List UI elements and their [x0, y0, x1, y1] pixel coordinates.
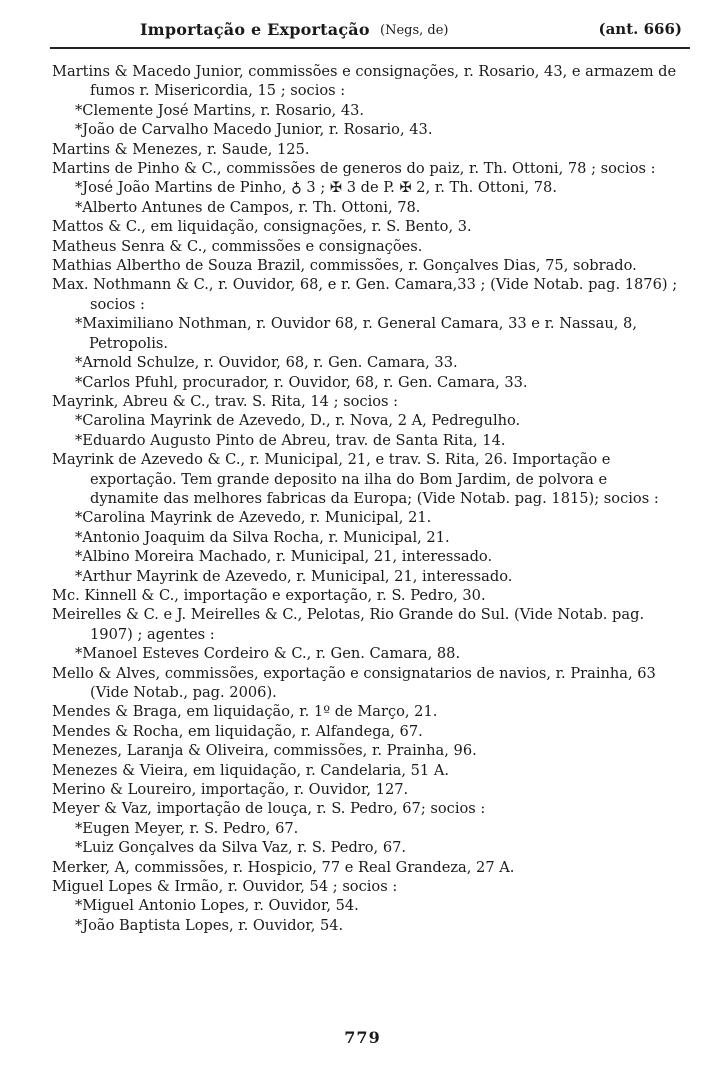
partner-entry: *Luiz Gonçalves da Silva Vaz, r. S. Pedro, 67. — [75, 839, 407, 857]
partner-entry: *Maximiliano Nothman, r. Ouvidor 68, r. General Camara, 33 e r. Nassau, 8, Petropolis. — [75, 315, 637, 352]
firm-entry: Mendes & Braga, em liquidação, r. 1º de Março, 21. — [52, 703, 438, 721]
firm-entry: Mayrink, Abreu & C., trav. S. Rita, 14 ; socios : — [52, 392, 399, 410]
firm-entry: Martins & Macedo Junior, commissões e consignações, r. Rosario, 43, e armazem de fumos r. Misericordia, 15 ; socios : — [52, 63, 677, 100]
firm-entry: Mc. Kinnell & C., importação e exportação, r. S. Pedro, 30. — [52, 586, 486, 604]
firm-entry: Max. Nothmann & C., r. Ouvidor, 68, e r. Gen. Camara,33 ; (Vide Notab. pag. 1876) ; socios : — [52, 276, 678, 313]
header-subtitle: (Negs, de) — [380, 23, 449, 38]
partner-entry: *Carolina Mayrink de Azevedo, D., r. Nova, 2 A, Pedregulho. — [75, 412, 521, 430]
firm-entry: Mayrink de Azevedo & C., r. Municipal, 21, e trav. S. Rita, 26. Importação e exportação. Tem grande deposito na ilha do Bom Jardim, de polvora e dynamite das melhores fabricas da Europa; (Vide Notab. pag. 1815); socios : — [52, 451, 659, 507]
header-reference: (ant. 666) — [598, 20, 682, 38]
page-number: 779 — [344, 1028, 381, 1047]
firm-entry: Mattos & C., em liquidação, consignações, r. S. Bento, 3. — [52, 218, 472, 236]
firm-entry: Merker, A, commissões, r. Hospicio, 77 e Real Grandeza, 27 A. — [52, 858, 515, 876]
partner-entry: *Eduardo Augusto Pinto de Abreu, trav. de Santa Rita, 14. — [75, 431, 506, 449]
partner-entry: *Arnold Schulze, r. Ouvidor, 68, r. Gen. Camara, 33. — [75, 354, 458, 372]
firm-entry: Mendes & Rocha, em liquidação, r. Alfandega, 67. — [52, 722, 423, 740]
partner-entry: *João de Carvalho Macedo Junior, r. Rosario, 43. — [75, 121, 433, 139]
running-header — [60, 18, 690, 44]
header-title: Importação e Exportação — [140, 20, 370, 39]
firm-entry: Menezes & Vieira, em liquidação, r. Candelaria, 51 A. — [52, 761, 450, 779]
entry-list — [52, 62, 680, 935]
partner-entry: *Manoel Esteves Cordeiro & C., r. Gen. Camara, 88. — [75, 645, 461, 663]
firm-entry: Mathias Albertho de Souza Brazil, commissões, r. Gonçalves Dias, 75, sobrado. — [52, 257, 637, 275]
firm-entry: Martins de Pinho & C., commissões de generos do paiz, r. Th. Ottoni, 78 ; socios : — [52, 160, 656, 178]
partner-entry: *Carlos Pfuhl, procurador, r. Ouvidor, 68, r. Gen. Camara, 33. — [75, 373, 528, 391]
partner-entry: *Eugen Meyer, r. S. Pedro, 67. — [75, 819, 299, 837]
partner-entry: *Alberto Antunes de Campos, r. Th. Ottoni, 78. — [75, 198, 421, 216]
partner-entry: *Carolina Mayrink de Azevedo, r. Municipal, 21. — [75, 509, 432, 527]
partner-entry: *Arthur Mayrink de Azevedo, r. Municipal, 21, interessado. — [75, 567, 513, 585]
partner-entry: *Antonio Joaquim da Silva Rocha, r. Municipal, 21. — [75, 528, 450, 546]
firm-entry: Menezes, Laranja & Oliveira, commissões, r. Prainha, 96. — [52, 742, 477, 760]
firm-entry: Mello & Alves, commissões, exportação e consignatarios de navios, r. Prainha, 63 (Vide Notab., pag. 2006). — [52, 664, 656, 701]
firm-entry: Meirelles & C. e J. Meirelles & C., Pelotas, Rio Grande do Sul. (Vide Notab. pag. 1907) ; agentes : — [52, 606, 645, 643]
partner-entry: *Miguel Antonio Lopes, r. Ouvidor, 54. — [75, 897, 359, 915]
partner-entry: *Albino Moreira Machado, r. Municipal, 21, interessado. — [75, 548, 493, 566]
firm-entry: Merino & Loureiro, importação, r. Ouvidor, 127. — [52, 781, 409, 799]
firm-entry: Miguel Lopes & Irmão, r. Ouvidor, 54 ; socios : — [52, 878, 398, 896]
partner-entry: *João Baptista Lopes, r. Ouvidor, 54. — [75, 916, 344, 934]
firm-entry: Martins & Menezes, r. Saude, 125. — [52, 140, 310, 158]
firm-entry: Matheus Senra & C., commissões e consignações. — [52, 237, 423, 255]
firm-entry: Meyer & Vaz, importação de louça, r. S. Pedro, 67; socios : — [52, 800, 486, 818]
partner-entry: *Clemente José Martins, r. Rosario, 43. — [75, 101, 365, 119]
partner-entry: *José João Martins de Pinho, ♁ 3 ; ✠ 3 de P. ✠ 2, r. Th. Ottoni, 78. — [75, 179, 557, 197]
header-rule — [50, 47, 690, 49]
